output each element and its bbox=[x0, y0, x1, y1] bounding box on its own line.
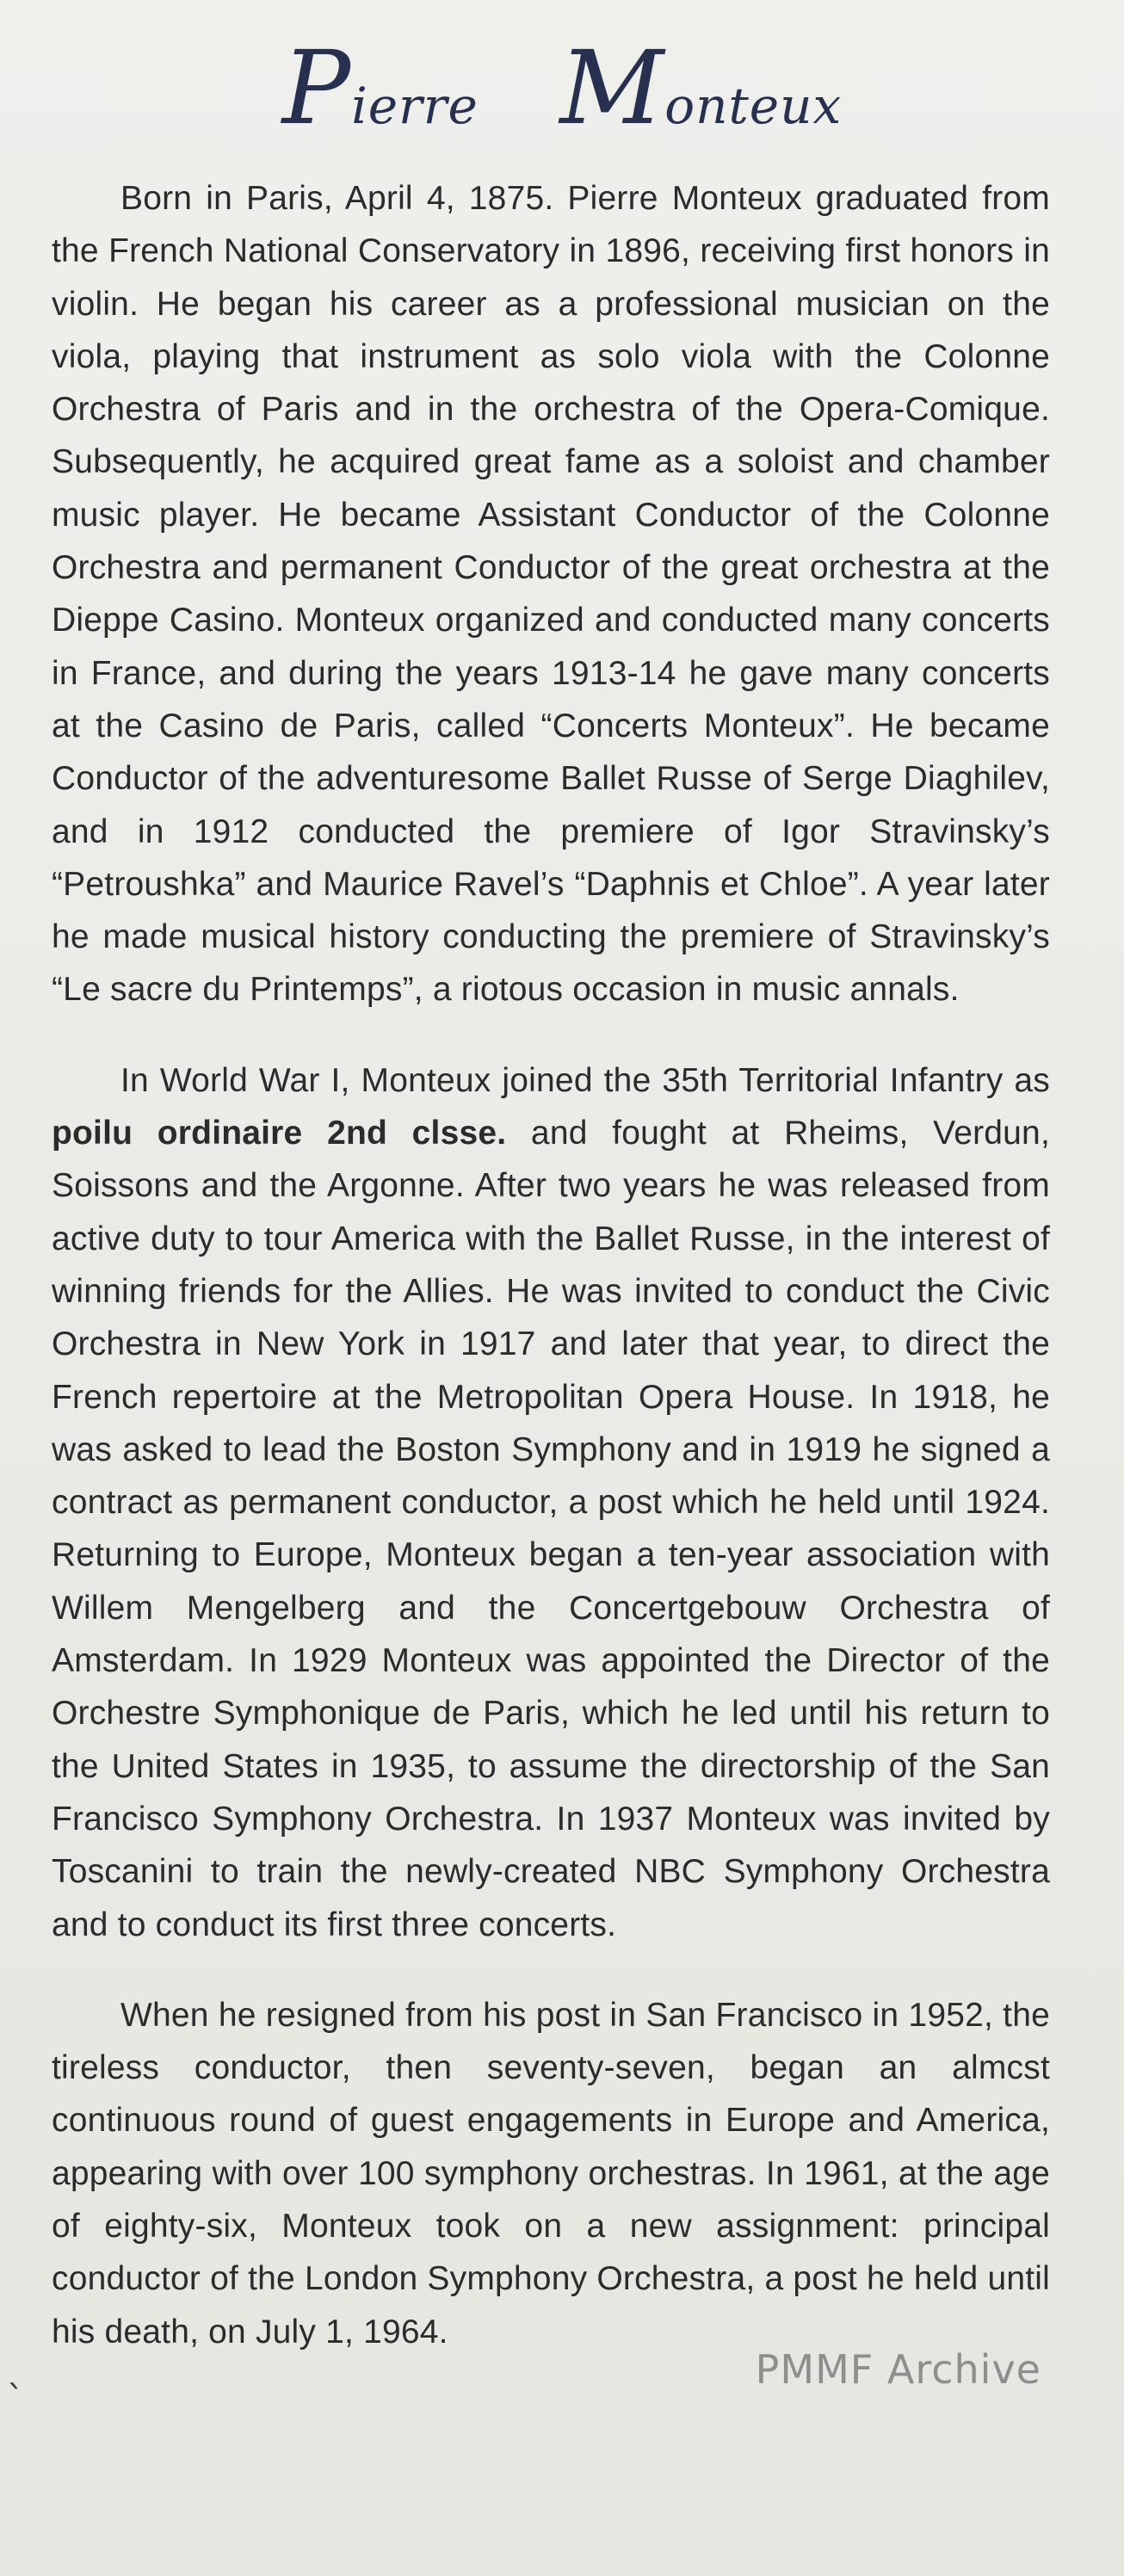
title-last-rest: onteux bbox=[664, 77, 843, 135]
paragraph-early-career: Born in Paris, April 4, 1875. Pierre Monteux graduated from the French National Conservatory in 1896, receiving first honors in violin. He began his career as a professional musician on the viola, playing that instrument as solo viola with the Colonne Orchestra of Paris and in the orchestra of the Opera-Comique. Subsequently, he acquired great fame as a soloist and chamber music player. He became Assistant Conductor of the Colonne Orchestra and permanent Conductor of the great orchestra at the Dieppe Casino. Monteux organized and conducted many concerts in France, and during the years 1913-14 he gave many concerts at the Casino de Paris, called “Concerts Monteux”. He became Conductor of the adventuresome Ballet Russe of Serge Diaghilev, and in 1912 conducted the premiere of Igor Stravinsky’s “Petroushka” and Maurice Ravel’s “Daphnis et Chloe”. A year later he made musical history conducting the premiere of Stravinsky’s “Le sacre du Printemps”, a riotous occasion in music annals. bbox=[52, 180, 1050, 1009]
corner-mark: ˎ bbox=[7, 2350, 24, 2389]
paragraph-war-and-america bbox=[52, 1054, 1050, 1951]
archive-watermark: PMMF Archive bbox=[755, 2346, 1041, 2393]
page-title bbox=[0, 28, 1124, 147]
title-last-initial: M bbox=[559, 28, 665, 147]
title-first-rest: ierre bbox=[351, 77, 479, 135]
biography-body bbox=[52, 172, 1050, 2358]
title-first-initial: P bbox=[281, 28, 352, 147]
paragraph-2-intro: In World War I, Monteux joined the 35th Territorial Infantry as bbox=[120, 1061, 1050, 1099]
paragraph-2-rest: and fought at Rheims, Verdun, Soissons and the Argonne. After two years he was released from active duty to tour America with the Ballet Russe, in the interest of winning friends for the Allies. He was invited to conduct the Civic Orchestra in New York in 1917 and later that year, to direct the French repertoire at the Metropolitan Opera House. In 1918, he was asked to lead the Boston Symphony and in 1919 he signed a contract as permanent conductor, a post which he held until 1924. Returning to Europe, Monteux began a ten-year association with Willem Mengelberg and the Concertgebouw Orchestra of Amsterdam. In 1929 Monteux was appointed the Director of the Orchestre Symphonique de Paris, which he led until his return to the United States in 1935, to assume the directorship of the San Francisco Symphony Orchestra. In 1937 Monteux was invited by Toscanini to train the newly-created NBC Symphony Orchestra and to conduct its first three concerts. bbox=[52, 1115, 1050, 1943]
paragraph-later-years: When he resigned from his post in San Francisco in 1952, the tireless conductor, then seventy-seven, began an almcst continuous round of guest engagements in Europe and America, appearing with over 100 symphony orchestras. In 1961, at the age of eighty-six, Monteux took on a new assignment: principal conductor of the London Symphony Orchestra, a post he held until his death, on July 1, 1964. bbox=[52, 1996, 1050, 2351]
paragraph-2-rank: poilu ordinaire 2nd clsse. bbox=[52, 1115, 507, 1152]
